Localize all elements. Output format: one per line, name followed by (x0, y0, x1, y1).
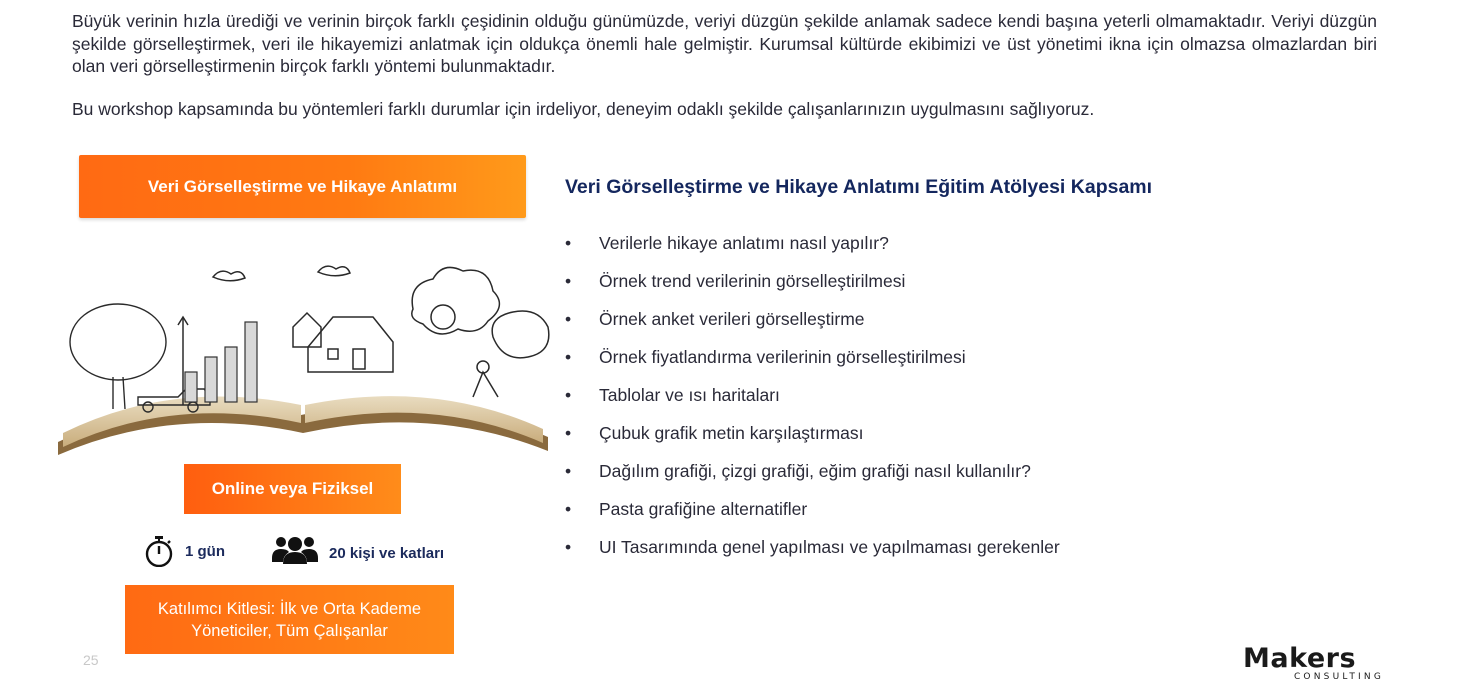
bullet: • (565, 347, 572, 367)
bullet: • (565, 537, 572, 557)
audience-line-2: Yöneticiler, Tüm Çalışanlar (191, 621, 388, 640)
duration-text: 1 gün (185, 543, 225, 560)
intro-paragraph-1: Büyük verinin hızla ürediği ve verinin birçok farklı çeşidinin olduğu günümüzde, veriyi düzgün şekilde anlamak sadece kendi başına yeterli olmamaktadır. Veriyi düzgün şekilde görselleştirmek, veri ile hikayemizi anlatmak için oldukça önemli hale gelmiştir. Kurumsal kültürde ekibimizi ve üst yönetimi ikna için olmazsa olmazlardan biri olan veri görselleştirmenin birçok farklı yöntemi bulunmaktadır. (72, 11, 1377, 76)
people-group-icon (272, 534, 318, 564)
page-number: 25 (83, 652, 99, 668)
bullet: • (565, 499, 572, 519)
participants-text: 20 kişi ve katları (329, 545, 445, 562)
delivery-mode-label: Online veya Fiziksel (184, 464, 401, 514)
bullet: • (565, 233, 572, 253)
workshop-title-banner: Veri Görselleştirme ve Hikaye Anlatımı (79, 155, 526, 218)
bullet: • (565, 461, 572, 481)
makers-consulting-logo (1243, 643, 1386, 682)
open-book-illustration (53, 237, 553, 455)
bullet: • (565, 309, 572, 329)
intro-paragraph-2: Bu workshop kapsamında bu yöntemleri farklı durumlar için irdeliyor, deneyim odaklı şekilde çalışanlarınızın uygulmasını sağlıyoruz. (72, 99, 1095, 119)
audience-line-1: Katılımcı Kitlesi: İlk ve Orta Kademe (157, 599, 422, 618)
bullet: • (565, 423, 572, 443)
stopwatch-icon (144, 535, 174, 567)
audience-box (125, 585, 454, 654)
bullet: • (565, 271, 572, 291)
scope-title: Veri Görselleştirme ve Hikaye Anlatımı Eğitim Atölyesi Kapsamı (565, 176, 1153, 198)
logo-wordmark: Makers (1243, 643, 1357, 674)
logo-subtitle: CONSULTING (1293, 672, 1384, 682)
bullet: • (565, 385, 572, 405)
